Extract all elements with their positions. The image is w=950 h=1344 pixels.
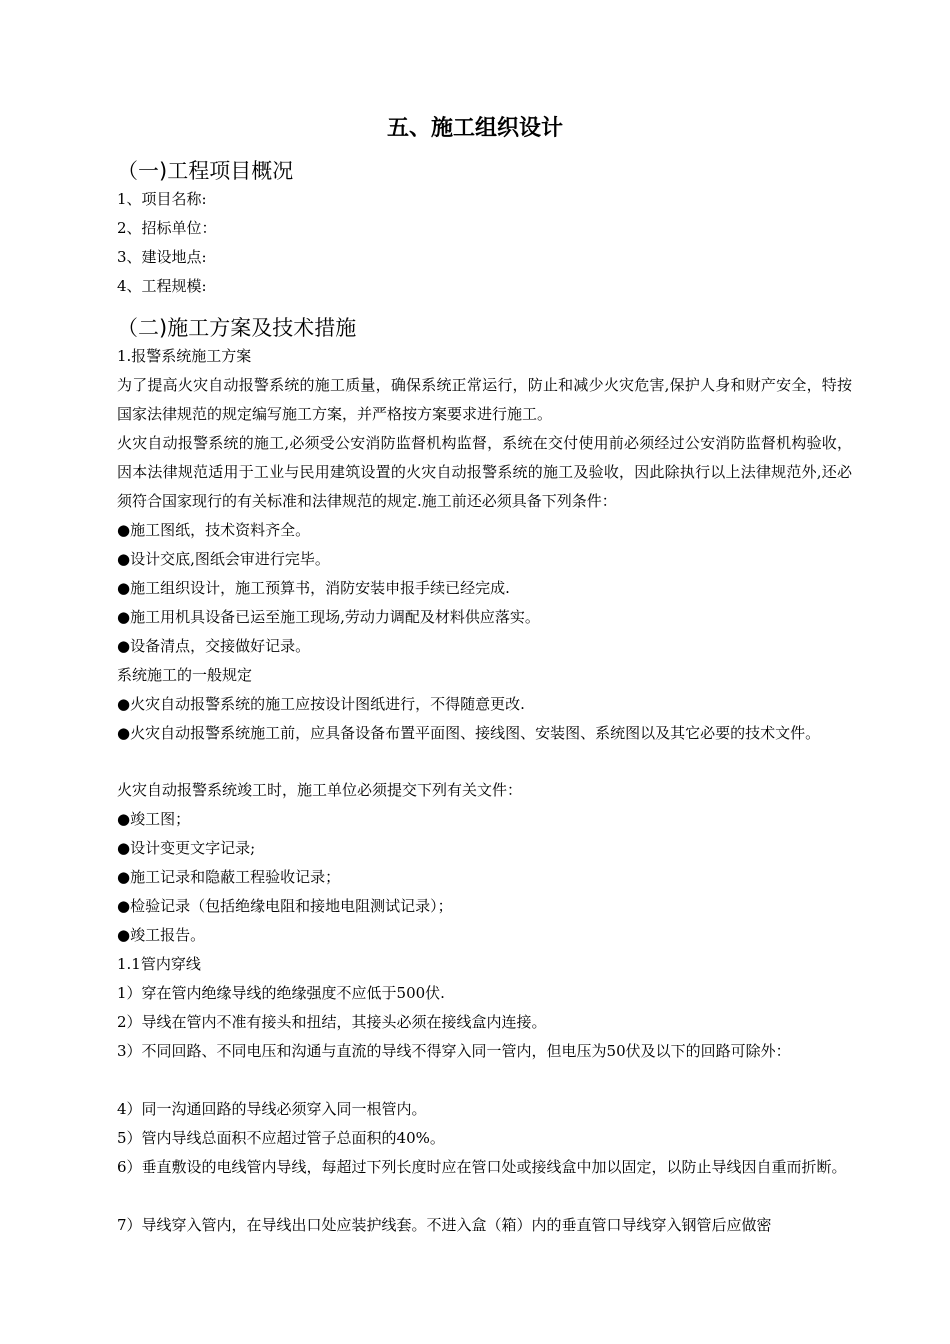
wiring-rule: 3）不同回路、不同电压和沟通与直流的导线不得穿入同一管内，但电压为50伏及以下的回路可除外： [117,1042,791,1060]
completion-doc-item: ●设计变更文字记录; [117,839,256,857]
condition-item: ●施工用机具设备已运至施工现场,劳动力调配及材料供应落实。 [117,608,540,626]
section-heading-overview: （一)工程项目概况 [117,159,294,183]
completion-doc-item: ●施工记录和隐蔽工程验收记录； [117,868,341,886]
location-line: 3、建设地点: [117,248,207,266]
condition-item: ●施工图纸，技术资料齐全。 [117,521,311,539]
rule-item: ●火灾自动报警系统施工前，应具备设备布置平面图、接线图、安装图、系统图以及其它必要的技术文件。 [117,724,821,742]
wiring-rule: 4）同一沟通回路的导线必须穿入同一根管内。 [117,1100,427,1118]
section-heading-plan: （二)施工方案及技术措施 [117,316,357,340]
paragraph-supervision: 火灾自动报警系统的施工,必须受公安消防监督机构监督，系统在交付使用前必须经过公安消防监督机构验收，因本法律规范适用于工业与民用建筑设置的火灾自动报警系统的施工及验收，因此除执行以上法律规范外,还必须符合国家现行的有关标准和法律规范的规定.施工前还必须具备下列条件： [117,434,852,510]
paragraph-purpose: 为了提高火灾自动报警系统的施工质量，确保系统正常运行，防止和减少火灾危害,保护人身和财产安全，特按国家法律规范的规定编写施工方案，并严格按方案要求进行施工。 [117,376,852,423]
tender-unit-line: 2、招标单位： [117,219,217,237]
condition-item: ●设计交底,图纸会审进行完毕。 [117,550,330,568]
rule-item: ●火灾自动报警系统的施工应按设计图纸进行，不得随意更改. [117,695,525,713]
completion-doc-item: ●检验记录（包括绝缘电阻和接地电阻测试记录）； [117,897,453,915]
completion-docs-heading: 火灾自动报警系统竣工时，施工单位必须提交下列有关文件： [117,781,523,799]
wiring-rule: 7）导线穿入管内，在导线出口处应装护线套。不进入盒（箱）内的垂直管口导线穿入钢管后应做密 [117,1216,772,1234]
wiring-rule: 1）穿在管内绝缘导线的绝缘强度不应低于500伏. [117,984,445,1002]
wiring-rule: 5）管内导线总面积不应超过管子总面积的40%。 [117,1129,445,1147]
project-name-line: 1、项目名称: [117,190,207,208]
completion-doc-item: ●竣工图； [117,810,191,828]
condition-item: ●施工组织设计，施工预算书，消防安装申报手续已经完成. [117,579,510,597]
subsection-alarm-plan: 1.报警系统施工方案 [117,347,252,365]
condition-item: ●设备清点，交接做好记录。 [117,637,311,655]
scale-line: 4、工程规模: [117,277,207,295]
general-rules-heading: 系统施工的一般规定 [117,666,253,684]
page-title: 五、施工组织设计 [386,116,563,141]
wiring-rule: 6）垂直敷设的电线管内导线，每超过下列长度时应在管口处或接线盒中加以固定，以防止导线因自重而折断。 [117,1158,847,1176]
completion-doc-item: ●竣工报告。 [117,926,206,944]
wiring-rule: 2）导线在管内不准有接头和扭结，其接头必须在接线盒内连接。 [117,1013,547,1031]
subsection-wiring: 1.1管内穿线 [117,955,201,973]
